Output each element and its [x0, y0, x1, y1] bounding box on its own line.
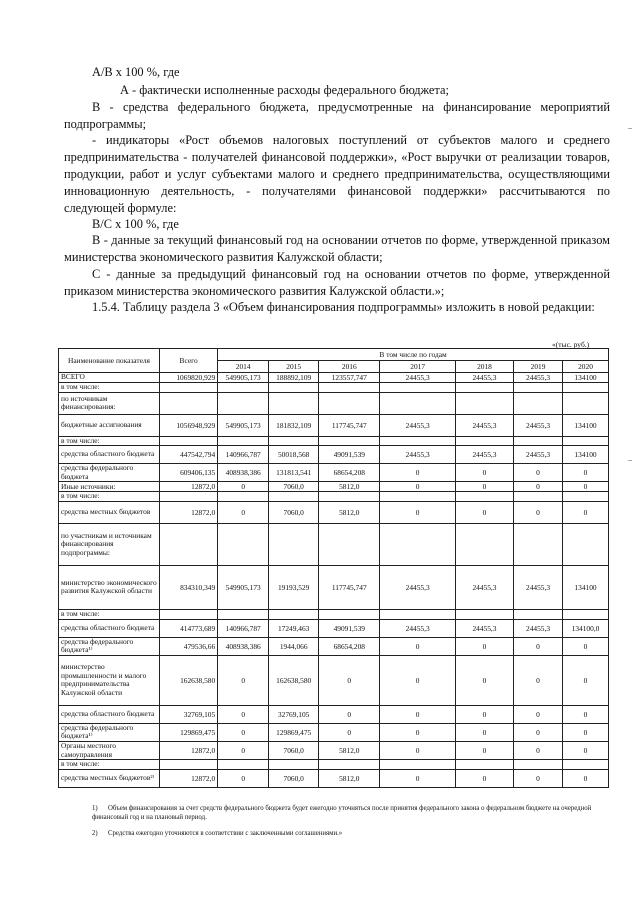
cell-year-2015: 19193,529 — [269, 565, 319, 609]
cell-year-2020 — [563, 609, 609, 619]
row-label: в том числе: — [59, 609, 160, 619]
cell-year-2020: 134100 — [563, 373, 609, 383]
cell-year-2019: 0 — [514, 723, 563, 741]
cell-year-2014 — [218, 523, 269, 565]
row-label: бюджетные ассигнования — [59, 414, 160, 436]
cell-year-2017: 0 — [380, 655, 456, 705]
formula-line-1: А/В x 100 %, где — [92, 65, 180, 79]
year-header-2016: 2016 — [319, 361, 380, 373]
cell-year-2019: 0 — [514, 705, 563, 723]
cell-total: 834310,349 — [160, 565, 218, 609]
cell-year-2016 — [319, 383, 380, 393]
cell-year-2014: 0 — [218, 741, 269, 759]
table-body — [59, 373, 609, 788]
cell-year-2018 — [455, 392, 513, 414]
cell-year-2019: 24455,3 — [514, 446, 563, 464]
cell-year-2017: 0 — [380, 482, 456, 492]
formula-line-2: В/С x 100 %, где — [92, 217, 179, 231]
table-row — [59, 619, 609, 637]
footnote-1-text: Объем финансирования за счет средств федерального бюджета будет ежегодно уточняться после принятия федерального закона о федеральном бюджете на очередной финансовый год и на плановый период. — [92, 805, 592, 821]
cell-total: 32769,105 — [160, 705, 218, 723]
cell-year-2018 — [455, 609, 513, 619]
table-row — [59, 760, 609, 770]
cell-year-2014 — [218, 436, 269, 446]
cell-year-2016: 0 — [319, 655, 380, 705]
cell-year-2017 — [380, 760, 456, 770]
paragraph-b-current-year — [64, 232, 610, 266]
cell-year-2016: 123557,747 — [319, 373, 380, 383]
table-row — [59, 482, 609, 492]
cell-total — [160, 392, 218, 414]
cell-year-2020 — [563, 436, 609, 446]
cell-total: 1056948,929 — [160, 414, 218, 436]
cell-year-2018 — [455, 523, 513, 565]
year-header-2018: 2018 — [455, 361, 513, 373]
row-label: министерство экономического развития Калужской области — [59, 565, 160, 609]
cell-total — [160, 523, 218, 565]
footnote-2-text: Средства ежегодно уточняются в соответствии с заключенными соглашениями.» — [108, 830, 343, 837]
cell-year-2019 — [514, 383, 563, 393]
header-name: Наименование показателя — [59, 349, 160, 373]
cell-year-2015: 7060,0 — [269, 482, 319, 492]
paragraph-c-previous-year — [64, 266, 610, 300]
cell-year-2019: 24455,3 — [514, 565, 563, 609]
cell-year-2018 — [455, 383, 513, 393]
cell-year-2019: 0 — [514, 769, 563, 787]
cell-total: 479536,66 — [160, 637, 218, 655]
header-total: Всего — [160, 349, 218, 373]
table-row — [59, 741, 609, 759]
cell-year-2016 — [319, 609, 380, 619]
cell-year-2015: 50018,568 — [269, 446, 319, 464]
cell-year-2014 — [218, 492, 269, 502]
cell-year-2017: 0 — [380, 637, 456, 655]
cell-year-2016: 49091,539 — [319, 619, 380, 637]
scan-margin-mark — [628, 460, 632, 461]
cell-year-2014: 549905,173 — [218, 565, 269, 609]
cell-year-2019 — [514, 609, 563, 619]
cell-year-2015: 131813,541 — [269, 464, 319, 482]
cell-year-2020: 0 — [563, 723, 609, 741]
cell-year-2018: 24455,3 — [455, 446, 513, 464]
cell-year-2017 — [380, 383, 456, 393]
cell-year-2019: 0 — [514, 637, 563, 655]
cell-year-2014 — [218, 760, 269, 770]
cell-year-2017: 24455,3 — [380, 373, 456, 383]
cell-year-2016: 68654,208 — [319, 464, 380, 482]
cell-year-2014: 0 — [218, 501, 269, 523]
cell-year-2016: 5812,0 — [319, 501, 380, 523]
cell-year-2020: 134100 — [563, 565, 609, 609]
cell-year-2015: 1944,066 — [269, 637, 319, 655]
cell-total: 12872,0 — [160, 482, 218, 492]
year-header-2014: 2014 — [218, 361, 269, 373]
cell-year-2020: 134100 — [563, 414, 609, 436]
financing-table — [58, 348, 609, 788]
cell-year-2018: 0 — [455, 741, 513, 759]
cell-year-2020: 0 — [563, 741, 609, 759]
cell-year-2015: 17249,463 — [269, 619, 319, 637]
cell-year-2020: 0 — [563, 655, 609, 705]
cell-year-2017: 0 — [380, 464, 456, 482]
cell-year-2015: 7060,0 — [269, 501, 319, 523]
cell-year-2015 — [269, 609, 319, 619]
cell-year-2018: 0 — [455, 464, 513, 482]
cell-year-2019 — [514, 523, 563, 565]
table-row — [59, 655, 609, 705]
row-label: средства местных бюджетов²⁾ — [59, 769, 160, 787]
cell-year-2019: 0 — [514, 741, 563, 759]
cell-year-2016: 5812,0 — [319, 482, 380, 492]
cell-total — [160, 609, 218, 619]
table-row — [59, 414, 609, 436]
cell-year-2017: 24455,3 — [380, 446, 456, 464]
cell-year-2017: 0 — [380, 723, 456, 741]
cell-year-2018: 0 — [455, 482, 513, 492]
row-label: средства областного бюджета — [59, 446, 160, 464]
paragraph-table-intro — [64, 299, 610, 316]
cell-year-2015 — [269, 383, 319, 393]
cell-total — [160, 760, 218, 770]
cell-year-2015: 162638,580 — [269, 655, 319, 705]
cell-year-2016: 0 — [319, 723, 380, 741]
cell-year-2020: 0 — [563, 769, 609, 787]
cell-year-2020: 0 — [563, 464, 609, 482]
cell-year-2017 — [380, 492, 456, 502]
unit-note: «(тыс. руб.) — [552, 340, 590, 349]
cell-total — [160, 436, 218, 446]
cell-year-2014: 408938,386 — [218, 464, 269, 482]
cell-year-2014: 0 — [218, 655, 269, 705]
cell-year-2020: 134100,0 — [563, 619, 609, 637]
row-label: средства областного бюджета — [59, 705, 160, 723]
cell-year-2014: 549905,173 — [218, 414, 269, 436]
cell-year-2016: 117745,747 — [319, 414, 380, 436]
cell-year-2018: 0 — [455, 769, 513, 787]
row-label: средства областного бюджета — [59, 619, 160, 637]
row-label: по источникам финансирования: — [59, 392, 160, 414]
cell-year-2019: 24455,3 — [514, 414, 563, 436]
year-header-2019: 2019 — [514, 361, 563, 373]
paragraph-indicators — [64, 132, 610, 217]
cell-year-2014: 0 — [218, 723, 269, 741]
cell-year-2019: 0 — [514, 464, 563, 482]
cell-total — [160, 383, 218, 393]
cell-year-2020: 0 — [563, 482, 609, 492]
cell-year-2014: 0 — [218, 705, 269, 723]
footnote-1 — [92, 805, 612, 822]
table-row — [59, 705, 609, 723]
table-row — [59, 392, 609, 414]
year-header-2017: 2017 — [380, 361, 456, 373]
row-label: средства федерального бюджета — [59, 464, 160, 482]
footnote-2-number: 2) — [92, 830, 98, 837]
cell-year-2015: 7060,0 — [269, 741, 319, 759]
cell-year-2019: 0 — [514, 482, 563, 492]
paragraph-indicators-text: - индикаторы «Рост объемов налоговых поступлений от субъектов малого и среднего предпринимательства - получателей финансовой поддержки», «Рост выручки от реализации товаров, продукции, работ и услуг субъектами малого и среднего предпринимательства, осуществляющими инновационную деятельность, - получателями финансовой поддержки» рассчитываются по следующей формуле: — [64, 133, 610, 215]
cell-year-2020 — [563, 383, 609, 393]
cell-year-2020: 0 — [563, 705, 609, 723]
table-row — [59, 446, 609, 464]
cell-year-2016 — [319, 492, 380, 502]
cell-year-2016 — [319, 392, 380, 414]
cell-year-2016: 5812,0 — [319, 769, 380, 787]
row-label: по участникам и источникам финансирования подпрограммы: — [59, 523, 160, 565]
cell-total: 12872,0 — [160, 769, 218, 787]
cell-year-2018: 24455,3 — [455, 414, 513, 436]
cell-year-2015: 129869,475 — [269, 723, 319, 741]
cell-year-2016: 117745,747 — [319, 565, 380, 609]
paragraph-a-definition — [92, 82, 610, 99]
cell-total: 12872,0 — [160, 501, 218, 523]
cell-total: 609406,135 — [160, 464, 218, 482]
cell-year-2018: 0 — [455, 705, 513, 723]
cell-year-2015 — [269, 436, 319, 446]
row-label: в том числе: — [59, 436, 160, 446]
cell-year-2017 — [380, 392, 456, 414]
cell-year-2015: 32769,105 — [269, 705, 319, 723]
cell-year-2019 — [514, 492, 563, 502]
table-row — [59, 523, 609, 565]
cell-year-2019 — [514, 392, 563, 414]
table-row — [59, 637, 609, 655]
cell-year-2017: 0 — [380, 741, 456, 759]
paragraph-c-previous-text: С - данные за предыдущий финансовый год на основании отчетов по форме, утвержденной приказом министерства экономического развития Калужской области.»; — [64, 267, 610, 298]
cell-year-2020 — [563, 523, 609, 565]
table-row — [59, 492, 609, 502]
row-label: средства федерального бюджета¹⁾ — [59, 637, 160, 655]
cell-year-2016 — [319, 760, 380, 770]
cell-year-2017 — [380, 436, 456, 446]
cell-year-2017: 24455,3 — [380, 565, 456, 609]
cell-year-2017: 24455,3 — [380, 414, 456, 436]
year-header-2020: 2020 — [563, 361, 609, 373]
table-row — [59, 723, 609, 741]
cell-year-2018: 24455,3 — [455, 373, 513, 383]
table-row — [59, 565, 609, 609]
cell-year-2014: 549905,173 — [218, 373, 269, 383]
cell-year-2020: 0 — [563, 637, 609, 655]
table-row — [59, 464, 609, 482]
cell-year-2018: 24455,3 — [455, 565, 513, 609]
cell-year-2018: 24455,3 — [455, 619, 513, 637]
table-row — [59, 383, 609, 393]
row-label: в том числе: — [59, 383, 160, 393]
cell-year-2014 — [218, 609, 269, 619]
cell-year-2017: 0 — [380, 705, 456, 723]
cell-year-2020 — [563, 392, 609, 414]
cell-year-2018: 0 — [455, 723, 513, 741]
cell-year-2015 — [269, 492, 319, 502]
cell-total: 12872,0 — [160, 741, 218, 759]
cell-year-2016: 68654,208 — [319, 637, 380, 655]
cell-year-2014: 140966,787 — [218, 619, 269, 637]
cell-year-2017: 0 — [380, 769, 456, 787]
row-label: ВСЕГО — [59, 373, 160, 383]
cell-year-2017: 0 — [380, 501, 456, 523]
cell-total: 414773,689 — [160, 619, 218, 637]
cell-year-2020: 134100 — [563, 446, 609, 464]
header-years-group: В том числе по годам — [218, 349, 609, 361]
cell-year-2014 — [218, 383, 269, 393]
cell-total: 162638,580 — [160, 655, 218, 705]
cell-year-2014: 0 — [218, 482, 269, 492]
year-header-2015: 2015 — [269, 361, 319, 373]
cell-year-2014: 140966,787 — [218, 446, 269, 464]
cell-year-2019: 0 — [514, 655, 563, 705]
cell-year-2014: 0 — [218, 769, 269, 787]
table-row — [59, 609, 609, 619]
row-label: средства местных бюджетов — [59, 501, 160, 523]
row-label: средства федерального бюджета¹⁾ — [59, 723, 160, 741]
cell-year-2020 — [563, 760, 609, 770]
cell-total: 129869,475 — [160, 723, 218, 741]
cell-year-2014 — [218, 392, 269, 414]
paragraph-b-current-text: В - данные за текущий финансовый год на основании отчетов по форме, утвержденной приказом министерства экономического развития Калужской области; — [64, 233, 610, 264]
row-label: в том числе: — [59, 492, 160, 502]
cell-year-2015 — [269, 523, 319, 565]
cell-year-2015 — [269, 392, 319, 414]
cell-year-2018 — [455, 436, 513, 446]
table-row — [59, 373, 609, 383]
row-label: министерство промышленности и малого предпринимательства Калужской области — [59, 655, 160, 705]
cell-year-2019: 0 — [514, 501, 563, 523]
cell-year-2018 — [455, 492, 513, 502]
cell-year-2016: 0 — [319, 705, 380, 723]
cell-total — [160, 492, 218, 502]
cell-year-2015: 7060,0 — [269, 769, 319, 787]
cell-year-2018 — [455, 760, 513, 770]
cell-year-2017 — [380, 523, 456, 565]
cell-year-2015: 181832,109 — [269, 414, 319, 436]
table-row — [59, 769, 609, 787]
row-label: Иные источники: — [59, 482, 160, 492]
cell-year-2015 — [269, 760, 319, 770]
row-label: Органы местного самоуправления — [59, 741, 160, 759]
table-row — [59, 501, 609, 523]
cell-total: 1069820,929 — [160, 373, 218, 383]
cell-year-2016: 5812,0 — [319, 741, 380, 759]
scan-margin-mark — [628, 128, 632, 129]
cell-year-2016: 49091,539 — [319, 446, 380, 464]
cell-year-2018: 0 — [455, 501, 513, 523]
footnote-1-number: 1) — [92, 805, 98, 812]
cell-year-2018: 0 — [455, 637, 513, 655]
cell-year-2016 — [319, 436, 380, 446]
footnote-2 — [92, 830, 612, 839]
cell-year-2015: 188892,109 — [269, 373, 319, 383]
cell-total: 447542,794 — [160, 446, 218, 464]
cell-year-2019: 24455,3 — [514, 619, 563, 637]
table-row — [59, 436, 609, 446]
cell-year-2014: 408938,386 — [218, 637, 269, 655]
cell-year-2019 — [514, 436, 563, 446]
paragraph-table-intro-text: 1.5.4. Таблицу раздела 3 «Объем финансирования подпрограммы» изложить в новой редакции: — [92, 300, 595, 314]
row-label: в том числе: — [59, 760, 160, 770]
paragraph-b-definition — [64, 99, 610, 133]
paragraph-a-text: А - фактически исполненные расходы федерального бюджета; — [120, 83, 449, 97]
cell-year-2020 — [563, 492, 609, 502]
cell-year-2017: 24455,3 — [380, 619, 456, 637]
cell-year-2017 — [380, 609, 456, 619]
cell-year-2019: 24455,3 — [514, 373, 563, 383]
cell-year-2018: 0 — [455, 655, 513, 705]
cell-year-2020: 0 — [563, 501, 609, 523]
paragraph-b-text: В - средства федерального бюджета, предусмотренные на финансирование мероприятий подпрограммы; — [64, 100, 610, 131]
cell-year-2016 — [319, 523, 380, 565]
cell-year-2019 — [514, 760, 563, 770]
